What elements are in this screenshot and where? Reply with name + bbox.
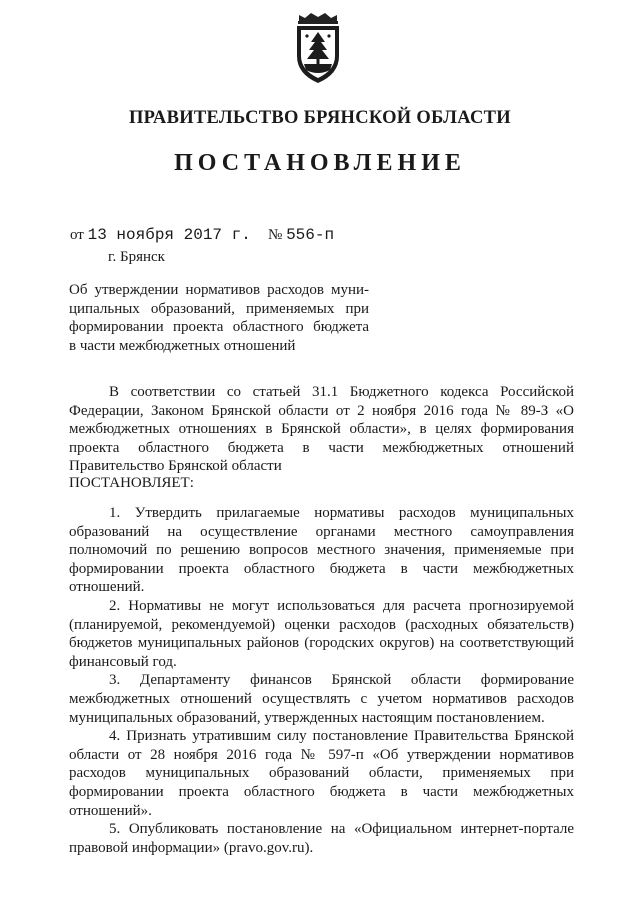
document-number xyxy=(268,226,334,244)
document-subject xyxy=(69,281,369,355)
subject-line: в части межбюджетных отношений xyxy=(69,337,296,354)
resolution-item: 2. Нормативы не могут использоваться для расчета прогнозируемой (планируемой, рекомендуемой) оценки расходов (расходных обязательств) бюджетов муниципальных районов (городских округов) на соответствующий финансовый год. xyxy=(69,597,574,670)
resolution-item: 3. Департаменту финансов Брянской области формирование межбюджетных отношений осуществлять с учетом нормативов расходов муниципальных образований, утвержденных настоящим постановлением. xyxy=(69,672,574,726)
document-city: г. Брянск xyxy=(108,249,165,265)
resolution-items xyxy=(69,504,574,857)
document-type: ПОСТАНОВЛЕНИЕ xyxy=(174,150,466,176)
bryansk-coat-of-arms-icon xyxy=(290,12,346,86)
resolves-heading: ПОСТАНОВЛЯЕТ: xyxy=(69,475,194,491)
subject-line: Об утверждении нормативов расходов муни- xyxy=(69,282,369,298)
number-prefix: № xyxy=(268,227,283,243)
from-prefix: от xyxy=(70,227,84,243)
government-title: ПРАВИТЕЛЬСТВО БРЯНСКОЙ ОБЛАСТИ xyxy=(128,108,511,128)
document-date: 13 ноября 2017 г. xyxy=(87,226,251,244)
subject-line: ципальных образований, применяемых при xyxy=(69,300,369,317)
number-value: 556-п xyxy=(286,226,335,244)
resolution-item: 5. Опубликовать постановление на «Официальном интернет-портале правовой информации» (pravo.gov.ru). xyxy=(69,821,574,856)
resolution-item: 4. Признать утратившим силу постановление Правительства Брянской области от 28 ноября 2016 года № 597-п «Об утверждении нормативов расходов муниципальных образований области, применяемых при формировании проекта областного бюджета в части межбюджетных отношений». xyxy=(69,728,574,819)
preamble-block xyxy=(69,383,574,476)
document-meta xyxy=(70,226,335,244)
preamble-paragraph: В соответствии со статьей 31.1 Бюджетного кодекса Российской Федерации, Законом Брянской области от 2 ноября 2016 года № 89-З «О межбюджетных отношениях в Брянской области», в целях формирования проекта областного бюджета в части межбюджетных отношений Правительство Брянской области xyxy=(69,384,574,475)
resolution-item: 1. Утвердить прилагаемые нормативы расходов муниципальных образований на осуществление органами местного самоуправления полномочий по решению вопросов местного значения, применяемые при формировании проекта областного бюджета в части межбюджетных отношений. xyxy=(69,505,574,596)
subject-line: формировании проекта областного бюджета xyxy=(69,319,369,336)
